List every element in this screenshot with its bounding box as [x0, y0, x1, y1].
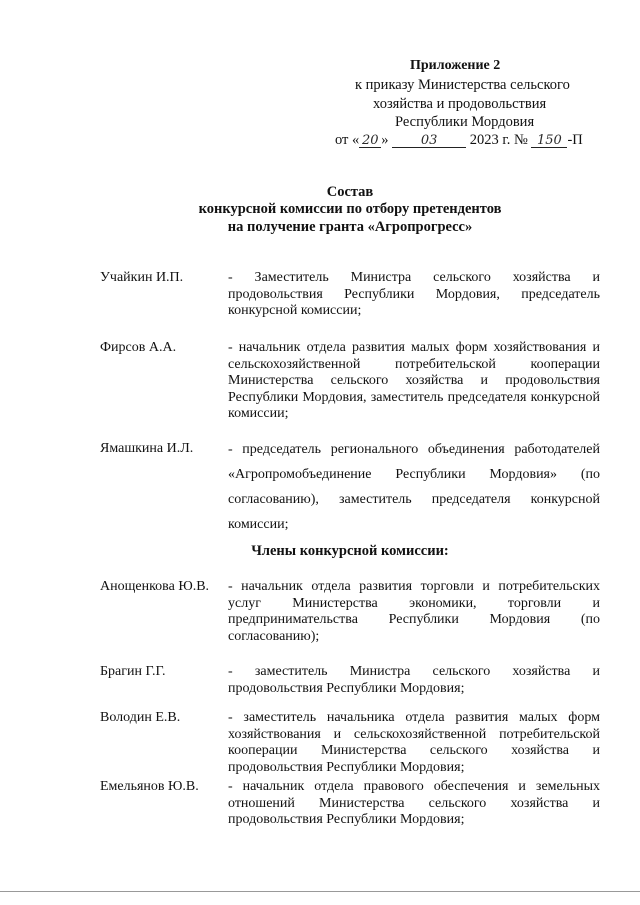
date-prefix: от « [335, 132, 360, 148]
member-role: - начальник отдела развития торговли и потребительских услуг Министерства экономики, торговли и предпринимательства Республики Мордовия (по согласованию); [228, 579, 600, 644]
member-name: Ямашкина И.Л. [100, 441, 194, 456]
order-suffix: -П [567, 132, 583, 148]
date-mid: » [381, 132, 389, 148]
member-name: Володин Е.В. [100, 710, 181, 725]
member-role: - начальник отдела развития малых форм хозяйствования и сельскохозяйственной потребительской кооперации Министерства сельского хозяйства и продовольствия Республики Мордовия, заместитель председателя конкурсной комиссии; [228, 340, 600, 421]
member-name: Учайкин И.П. [100, 270, 184, 285]
heading-line-2: конкурсной комиссии по отбору претендентов [198, 201, 502, 217]
appendix-title: Приложение 2 [410, 58, 501, 73]
heading-line-3: на получение гранта «Агропрогресс» [227, 219, 473, 235]
date-month: 03 [392, 134, 466, 148]
member-name: Анощенкова Ю.В. [100, 579, 210, 594]
page-bottom-divider [0, 891, 640, 892]
order-number: 150 [531, 134, 567, 148]
date-year: 2023 г. № [469, 132, 528, 148]
member-role: - заместитель Министра сельского хозяйства и продовольствия Республики Мордовия; [228, 664, 600, 696]
heading-line-1: Состав [326, 184, 374, 200]
date-day: 20 [359, 134, 381, 148]
member-name: Емельянов Ю.В. [100, 779, 199, 794]
appendix-line-1: к приказу Министерства сельского [355, 77, 570, 93]
members-heading: Члены конкурсной комиссии: [251, 543, 449, 559]
order-date-line [335, 132, 583, 149]
member-role: - заместитель начальника отдела развития малых форм хозяйствования и сельскохозяйственной потребительской кооперации Министерства сельского хозяйства и продовольствия Республики Мордовия; [228, 710, 600, 775]
member-role: - председатель регионального объединения работодателей «Агропромобъединение Республики Мордовия» (по согласованию), заместитель председателя конкурсной комиссии; [228, 442, 600, 532]
appendix-line-3: Республики Мордовия [395, 114, 535, 130]
member-role: - Заместитель Министра сельского хозяйства и продовольствия Республики Мордовия, председатель конкурсной комиссии; [228, 270, 600, 318]
appendix-line-2: хозяйства и продовольствия [373, 96, 547, 112]
member-name: Фирсов А.А. [100, 340, 177, 355]
member-role: - начальник отдела правового обеспечения и земельных отношений Министерства сельского хозяйства и продовольствия Республики Мордовия; [228, 779, 600, 827]
member-name: Брагин Г.Г. [100, 664, 166, 679]
